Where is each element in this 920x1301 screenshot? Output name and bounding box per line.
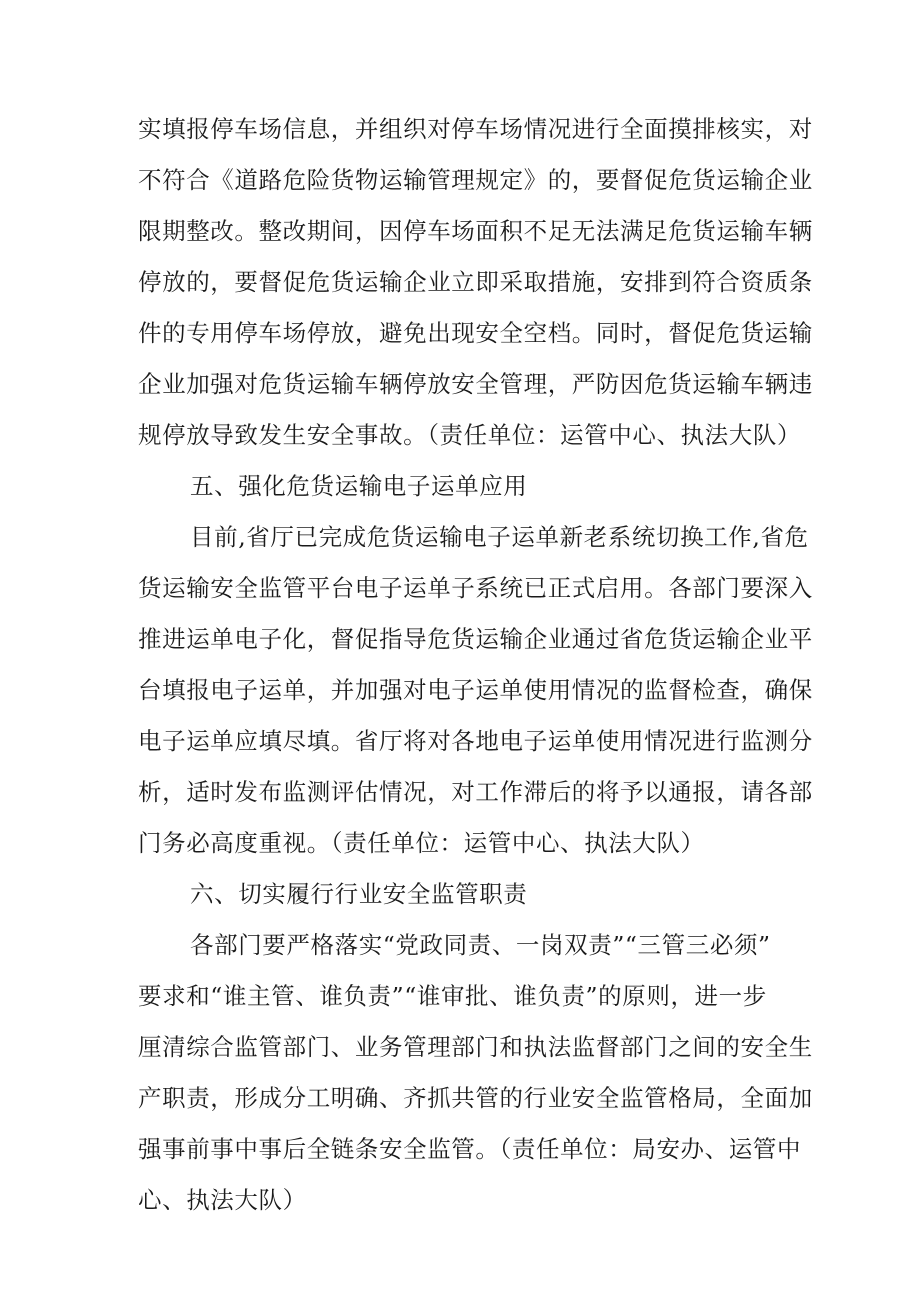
paragraph-line: 停放的，要督促危货运输企业立即采取措施，安排到符合资质条 bbox=[138, 268, 813, 296]
section-heading: 六、切实履行行业安全监管职责 bbox=[190, 880, 528, 908]
paragraph-line: 台填报电子运单，并加强对电子运单使用情况的监督检查，确保 bbox=[138, 676, 813, 704]
paragraph-line: 各部门要严格落实“党政同责、一岗双责”“三管三必须” bbox=[190, 931, 771, 959]
paragraph-line: 产职责，形成分工明确、齐抓共管的行业安全监管格局，全面加 bbox=[138, 1084, 813, 1112]
paragraph-line: 心、执法大队） bbox=[138, 1186, 307, 1214]
paragraph-line: 货运输安全监管平台电子运单子系统已正式启用。各部门要深入 bbox=[138, 574, 813, 602]
paragraph-line: 电子运单应填尽填。省厅将对各地电子运单使用情况进行监测分 bbox=[138, 727, 813, 755]
paragraph-line: 强事前事中事后全链条安全监管。（责任单位：局安办、运管中 bbox=[138, 1135, 802, 1163]
paragraph-line: 规停放导致发生安全事故。（责任单位：运管中心、执法大队） bbox=[138, 421, 802, 449]
paragraph-line: 厘清综合监管部门、业务管理部门和执法监督部门之间的安全生 bbox=[138, 1033, 813, 1061]
document-body bbox=[138, 104, 813, 1226]
paragraph-line: 不符合《道路危险货物运输管理规定》的，要督促危货运输企业 bbox=[138, 166, 813, 194]
paragraph-line: 要求和“谁主管、谁负责”“谁审批、谁负责”的原则，进一步 bbox=[138, 982, 767, 1010]
paragraph-line: 推进运单电子化，督促指导危货运输企业通过省危货运输企业平 bbox=[138, 625, 813, 653]
paragraph-line: 门务必高度重视。（责任单位：运管中心、执法大队） bbox=[138, 829, 705, 857]
section-heading: 五、强化危货运输电子运单应用 bbox=[190, 472, 528, 500]
paragraph-line: 件的专用停车场停放，避免出现安全空档。同时，督促危货运输 bbox=[138, 319, 813, 347]
paragraph-line: 析，适时发布监测评估情况，对工作滞后的将予以通报，请各部 bbox=[138, 778, 813, 806]
paragraph-line: 限期整改。整改期间，因停车场面积不足无法满足危货运输车辆 bbox=[138, 217, 813, 245]
paragraph-line: 目前,省厅已完成危货运输电子运单新老系统切换工作,省危 bbox=[190, 523, 809, 551]
paragraph-line: 企业加强对危货运输车辆停放安全管理，严防因危货运输车辆违 bbox=[138, 370, 813, 398]
paragraph-line: 实填报停车场信息，并组织对停车场情况进行全面摸排核实，对 bbox=[138, 115, 813, 143]
